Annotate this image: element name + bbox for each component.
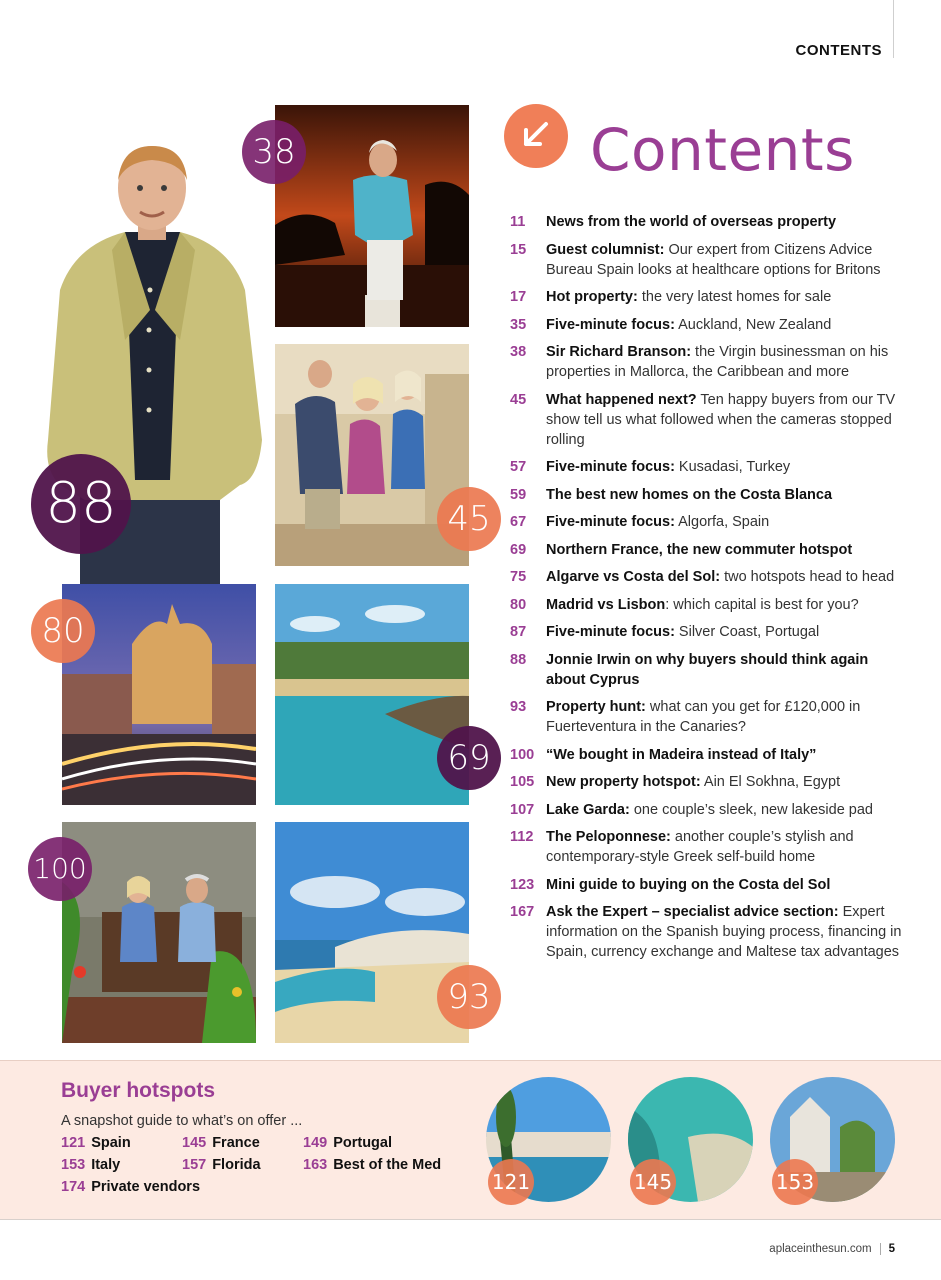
badge-88: 88 <box>31 454 131 554</box>
toc-item[interactable] <box>510 342 910 382</box>
badge-100: 100 <box>28 837 92 901</box>
hotspot-page-number: 174 <box>61 1179 86 1195</box>
hotspot-page-number: 121 <box>61 1135 86 1151</box>
hotspot-badge-145: 145 <box>630 1159 676 1205</box>
toc-description: the Virgin businessman on his properties in Mallorca, the Caribbean and more <box>546 344 889 380</box>
toc-item[interactable] <box>510 697 910 737</box>
toc-item[interactable] <box>510 622 910 642</box>
section-label: CONTENTS <box>795 42 882 59</box>
toc-description: another couple’s stylish and contemporary-style Greek self-build home <box>546 829 854 865</box>
toc-page-number: 75 <box>510 569 527 585</box>
buyer-hotspots-panel <box>0 1060 941 1220</box>
toc-description: two hotspots head to head <box>720 569 895 585</box>
toc-heading: “We bought in Madeira instead of Italy” <box>546 746 817 763</box>
hotspot-place: Florida <box>212 1157 261 1173</box>
hotspot-page-number: 153 <box>61 1157 86 1173</box>
hotspot-item[interactable] <box>182 1157 261 1173</box>
toc-page-number: 15 <box>510 241 527 258</box>
hotspot-page-number: 149 <box>303 1135 328 1151</box>
toc-item[interactable] <box>510 512 910 532</box>
toc-heading: Algarve vs Costa del Sol: <box>546 569 721 585</box>
toc-item[interactable] <box>510 827 910 867</box>
toc-heading: Property hunt: <box>546 699 646 715</box>
toc-page-number: 87 <box>510 624 527 640</box>
toc-item[interactable] <box>510 595 910 615</box>
hotspot-page-number: 145 <box>182 1135 207 1151</box>
toc-item[interactable] <box>510 240 910 280</box>
toc-page-number: 17 <box>510 289 527 305</box>
hotspot-place: Best of the Med <box>333 1157 442 1173</box>
toc-heading: Ask the Expert – specialist advice section: <box>546 904 839 920</box>
hotspot-page-number: 163 <box>303 1157 328 1173</box>
toc-heading: Five-minute focus: <box>546 459 675 475</box>
badge-38: 38 <box>242 120 306 184</box>
hotspot-item[interactable] <box>61 1157 120 1173</box>
toc-page-number: 88 <box>510 651 527 668</box>
toc-description: Expert information on the Spanish buying process, financing in Spain, currency exchange and Maltese tax advantages <box>546 904 902 960</box>
hotspot-page-number: 157 <box>182 1157 207 1173</box>
badge-93: 93 <box>437 965 501 1029</box>
arrow-down-left-icon <box>504 104 568 168</box>
toc-page-number: 57 <box>510 459 527 475</box>
badge-45: 45 <box>437 487 501 551</box>
hotspot-item[interactable] <box>303 1157 441 1173</box>
toc-heading: Sir Richard Branson: <box>546 344 692 360</box>
toc-heading: The Peloponnese: <box>546 829 671 845</box>
toc-page-number: 59 <box>510 486 527 503</box>
toc-description: Silver Coast, Portugal <box>674 624 820 640</box>
toc-description: : which capital is best for you? <box>665 596 859 613</box>
toc-heading: What happened next? <box>546 391 697 408</box>
hotspots-subtitle: A snapshot guide to what’s on offer ... <box>61 1113 303 1129</box>
toc-item[interactable] <box>510 457 910 477</box>
toc-item[interactable] <box>510 745 910 765</box>
hotspot-badge-153: 153 <box>772 1159 818 1205</box>
toc-page-number: 80 <box>510 596 527 613</box>
hotspot-item[interactable] <box>182 1135 260 1151</box>
hotspot-place: Portugal <box>333 1135 393 1151</box>
toc-item[interactable] <box>510 902 910 962</box>
toc-item[interactable] <box>510 287 910 307</box>
toc-page-number: 35 <box>510 316 527 333</box>
toc-item[interactable] <box>510 875 910 895</box>
toc-item[interactable] <box>510 390 910 450</box>
toc-description: Auckland, New Zealand <box>674 316 832 333</box>
toc-description: Ten happy buyers from our TV show tell us what followed when the cameras stopped rolling <box>546 391 896 448</box>
toc-heading: Five-minute focus: <box>546 514 675 530</box>
hotspot-badge-121: 121 <box>488 1159 534 1205</box>
toc-item[interactable] <box>510 315 910 335</box>
toc-description: one couple’s sleek, new lakeside pad <box>629 801 874 818</box>
toc-heading: Five-minute focus: <box>546 316 675 333</box>
toc-heading: Northern France, the new commuter hotspot <box>546 541 853 558</box>
badge-80: 80 <box>31 599 95 663</box>
contents-title: Contents <box>590 116 855 184</box>
header-rule <box>893 0 894 58</box>
toc-description: Ain El Sokhna, Egypt <box>700 774 841 790</box>
toc-page-number: 167 <box>510 904 535 920</box>
toc-description: the very latest homes for sale <box>637 289 832 305</box>
hotspot-place: Italy <box>91 1157 121 1173</box>
toc-item[interactable] <box>510 800 910 820</box>
toc-page-number: 123 <box>510 876 535 893</box>
hotspot-item[interactable] <box>303 1135 392 1151</box>
hotspot-place: France <box>212 1135 260 1151</box>
toc-page-number: 67 <box>510 514 527 530</box>
toc-description: Our expert from Citizens Advice Bureau Spain looks at healthcare options for Britons <box>546 241 881 278</box>
toc-page-number: 105 <box>510 774 535 790</box>
footer-divider <box>880 1243 881 1255</box>
toc-heading: Jonnie Irwin on why buyers should think again about Cyprus <box>546 651 869 688</box>
toc-heading: News from the world of overseas property <box>546 214 837 230</box>
hotspot-item[interactable] <box>61 1135 131 1151</box>
toc-page-number: 11 <box>510 214 526 230</box>
page-footer <box>769 1243 895 1255</box>
hotspot-item[interactable] <box>61 1179 200 1195</box>
toc-item[interactable] <box>510 567 910 587</box>
hotspot-place: Private vendors <box>91 1179 201 1195</box>
branson-photo <box>275 105 469 327</box>
toc-page-number: 100 <box>510 746 535 763</box>
toc-heading: Guest columnist: <box>546 241 665 258</box>
toc-heading: Hot property: <box>546 289 638 305</box>
toc-page-number: 69 <box>510 541 527 558</box>
toc-heading: Mini guide to buying on the Costa del Sol <box>546 876 831 893</box>
toc-description: Algorfa, Spain <box>674 514 770 530</box>
toc-list <box>510 212 910 970</box>
couple-photo <box>62 822 256 1043</box>
toc-page-number: 107 <box>510 801 535 818</box>
toc-description: what can you get for £120,000 in Fuerteventura in the Canaries? <box>546 699 861 735</box>
toc-heading: Madrid vs Lisbon <box>546 596 666 613</box>
toc-heading: New property hotspot: <box>546 774 701 790</box>
toc-page-number: 45 <box>510 391 527 408</box>
toc-item[interactable] <box>510 485 910 505</box>
toc-heading: The best new homes on the Costa Blanca <box>546 486 833 503</box>
badge-69: 69 <box>437 726 501 790</box>
toc-heading: Five-minute focus: <box>546 624 675 640</box>
site-url[interactable]: aplaceinthesun.com <box>769 1243 872 1255</box>
toc-description: Kusadasi, Turkey <box>674 459 791 475</box>
toc-page-number: 38 <box>510 344 527 360</box>
toc-item[interactable] <box>510 540 910 560</box>
toc-item[interactable] <box>510 212 910 232</box>
toc-item[interactable] <box>510 772 910 792</box>
toc-page-number: 93 <box>510 699 527 715</box>
page-number: 5 <box>888 1243 895 1255</box>
toc-page-number: 112 <box>510 829 534 845</box>
hotspots-title: Buyer hotspots <box>61 1079 216 1102</box>
toc-item[interactable] <box>510 650 910 690</box>
hotspot-place: Spain <box>91 1135 131 1151</box>
toc-heading: Lake Garda: <box>546 801 630 818</box>
